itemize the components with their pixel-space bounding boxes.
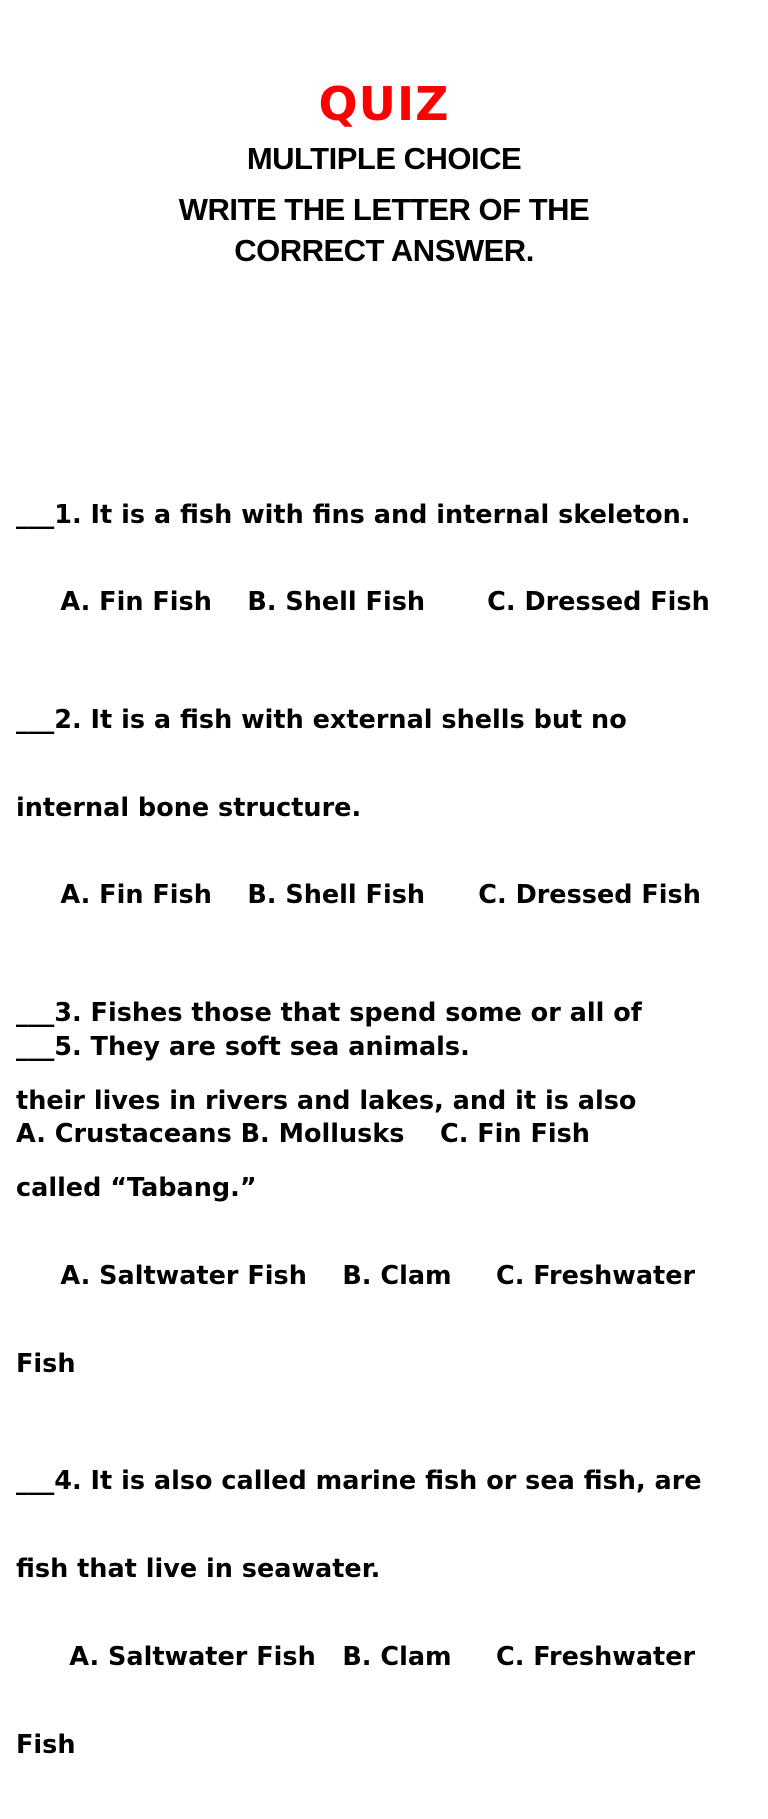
question-5-choices: A. Crustaceans B. Mollusks C. Fin Fish: [16, 1119, 590, 1150]
question-4-choices-line-2: Fish: [16, 1730, 76, 1761]
quiz-instruction: [0, 189, 768, 271]
question-4-choices-line-1: A. Saltwater Fish B. Clam C. Freshwater: [16, 1642, 696, 1673]
quiz-subtitle: MULTIPLE CHOICE: [246, 141, 522, 176]
question-1-text: ___1. It is a fish with fins and internal skeleton.: [16, 499, 691, 530]
question-2-text-line-1: ___2. It is a fish with external shells but no: [16, 704, 627, 735]
question-3-text-line-3: called “Tabang.”: [16, 1173, 257, 1204]
question-3-text-line-1: ___3. Fishes those that spend some or all of: [16, 997, 642, 1028]
question-list-continued: [16, 974, 760, 1208]
question-1-choices: A. Fin Fish B. Shell Fish C. Dressed Fish: [16, 587, 710, 618]
question-3-choices-line-2: Fish: [16, 1349, 76, 1380]
question-4-text-line-1: ___4. It is also called marine fish or sea fish, are: [16, 1466, 702, 1497]
instruction-line-1: WRITE THE LETTER OF THE: [178, 192, 590, 227]
question-5-text: ___5. They are soft sea animals.: [16, 1031, 470, 1062]
quiz-title: QUIZ: [318, 77, 450, 131]
question-3-choices-line-1: A. Saltwater Fish B. Clam C. Freshwater: [16, 1261, 696, 1292]
question-2-text-line-2: internal bone structure.: [16, 792, 362, 823]
instruction-line-2: CORRECT ANSWER.: [234, 233, 534, 268]
question-3-text-line-2: their lives in rivers and lakes, and it is also: [16, 1085, 637, 1116]
question-2-choices: A. Fin Fish B. Shell Fish C. Dressed Fish: [16, 880, 701, 911]
question-4-text-line-2: fish that live in seawater.: [16, 1554, 381, 1585]
